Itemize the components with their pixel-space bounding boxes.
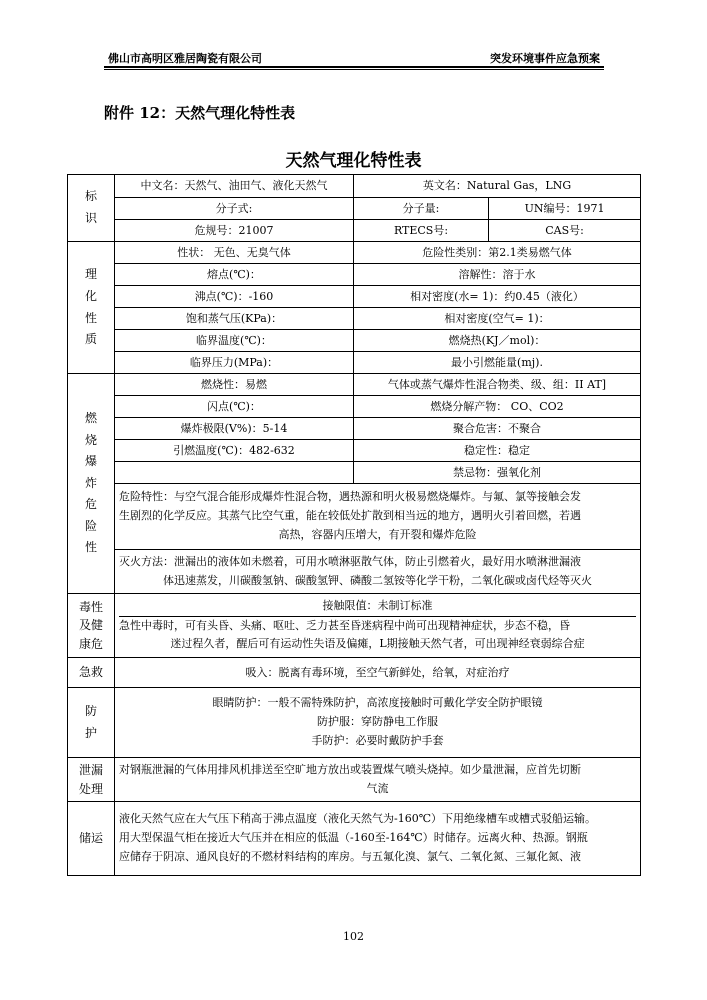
table-title: 天然气理化特性表 (285, 151, 422, 171)
hazard-line: 生剧烈的化学反应。其蒸气比空气重，能在较低处扩散到相当远的地方，遇明火引着回燃，若遇 (119, 509, 581, 523)
section-label-toxicity: 毒性 及健 康危 (68, 594, 115, 658)
section-label-identification: 标 识 (68, 175, 115, 242)
rel-density-air: 相对密度(空气= 1)： (354, 308, 641, 330)
decomposition-products: 燃烧分解产物： CO、CO2 (354, 396, 641, 418)
cas-number: CAS号: (489, 220, 641, 242)
combustion-heat: 燃烧热(KJ／mol)： (354, 330, 641, 352)
storage-line: 液化天然气应在大气压下稍高于沸点温度（液化天然气为-160℃）下用绝缘槽车或槽式驳船运输。 (119, 812, 597, 826)
cn-name: 中文名：天然气、油田气、液化天然气 (115, 175, 354, 198)
leak-line: 气流 (366, 781, 389, 795)
flammability: 燃烧性：易燃 (115, 374, 354, 396)
melting-point: 熔点(℃)： (115, 264, 354, 286)
storage-content (115, 802, 641, 876)
section-label-storage: 储运 (68, 802, 115, 876)
extinguishing-method (115, 550, 641, 594)
exposure-limit: 接触限值：未制订标准 (119, 597, 636, 617)
leak-line: 对钢瓶泄漏的气体用排风机排送至空旷地方放出或装置煤气喷头烧掉。如少量泄漏，应首先切断 (119, 762, 581, 776)
header-company: 佛山市高明区雅居陶瓷有限公司 (108, 52, 262, 65)
explosion-group: 气体或蒸气爆炸性混合物类、级、组：II AT] (354, 374, 641, 396)
hazard-line: 危险特性：与空气混合能形成爆炸性混合物，遇热源和明火极易燃烧爆炸。与氟、氯等接触会发 (119, 490, 581, 504)
health-line: 急性中毒时，可有头昏、头痛、呕吐、乏力甚至昏迷病程中尚可出现精神症状，步态不稳，昏 (119, 618, 570, 632)
section-label-properties: 理 化 性 质 (68, 242, 115, 374)
form: 性状： 无色、无臭气体 (115, 242, 354, 264)
hand-protection: 手防护：必要时戴防护手套 (311, 733, 444, 747)
incompatible: 禁忌物：强氧化剂 (354, 462, 641, 484)
extinguish-line: 灭火方法：泄漏出的液体如未燃着，可用水喷淋驱散气体，防止引燃着火，最好用水喷淋泄漏液 (119, 554, 581, 568)
extinguish-line: 体迅速蒸发，川碳酸氢钠、碳酸氢钾、磷酸二氢铵等化学干粉，二氧化碳或卤代烃等灭火 (163, 573, 592, 587)
storage-line: 用大型保温气柜在接近大气压并在相应的低温（-160至-164℃）时储存。远离火种、热源。钢瓶 (119, 831, 588, 845)
critical-temp: 临界温度(℃)： (115, 330, 354, 352)
header-doc-type: 突发环境事件应急预案 (490, 52, 600, 65)
empty-cell (115, 462, 354, 484)
hazard-class: 危险性类别：第2.1类易燃气体 (354, 242, 641, 264)
leak-content (115, 758, 641, 802)
section-label-fire: 燃 烧 爆 炸 危 险 性 (68, 374, 115, 594)
hazard-characteristics (115, 484, 641, 550)
eye-protection: 眼睛防护：一般不需特殊防护，高浓度接触时可戴化学安全防护眼镜 (212, 696, 543, 710)
en-name: 英文名：Natural Gas，LNG (354, 175, 641, 198)
section-label-protection: 防 护 (68, 688, 115, 758)
vapor-pressure: 饱和蒸气压(KPa)： (115, 308, 354, 330)
health-line: 迷过程久者，醒后可有运动性失语及偏瘫，L期接触天然气者，可出现神经衰弱综合症 (170, 637, 585, 651)
explosion-limit: 爆炸极限(V%)：5-14 (115, 418, 354, 440)
rel-density-water: 相对密度(水= 1)：约0.45（液化） (354, 286, 641, 308)
flash-point: 闪点(℃)： (115, 396, 354, 418)
rtecs-number: RTECS号: (354, 220, 489, 242)
stability: 稳定性：稳定 (354, 440, 641, 462)
critical-pressure: 临界压力(MPa)： (115, 352, 354, 374)
solubility: 溶解性：溶于水 (354, 264, 641, 286)
hazard-line: 高热，容器内压增大，有开裂和爆炸危险 (278, 527, 477, 541)
min-ignition-energy: 最小引燃能量(mj). (354, 352, 641, 374)
toxicity-content (115, 594, 641, 658)
page-number: 102 (343, 930, 364, 943)
polymerization: 聚合危害：不聚合 (354, 418, 641, 440)
danger-number: 危规号：21007 (115, 220, 354, 242)
section-label-leak: 泄漏 处理 (68, 758, 115, 802)
storage-line: 应储存于阴凉、通风良好的不燃材料结构的库房。与五氟化溴、氯气、二氧化氮、三氟化氮、液 (119, 849, 581, 863)
un-number: UN编号：1971 (489, 198, 641, 220)
mol-weight: 分子量: (354, 198, 489, 220)
formula: 分子式: (115, 198, 354, 220)
header-rule-thin (104, 69, 604, 70)
protection-content (115, 688, 641, 758)
properties-table (67, 174, 641, 876)
section-label-first-aid: 急救 (68, 658, 115, 688)
body-protection: 防护服：穿防静电工作服 (317, 715, 438, 729)
annex-title: 附件 12：天然气理化特性表 (104, 104, 296, 122)
first-aid-text: 吸入：脱离有毒环境，至空气新鲜处，给氧，对症治疗 (115, 658, 641, 688)
ignition-temp: 引燃温度(℃)：482-632 (115, 440, 354, 462)
boiling-point: 沸点(℃)：-160 (115, 286, 354, 308)
header-rule-thick (104, 66, 604, 68)
